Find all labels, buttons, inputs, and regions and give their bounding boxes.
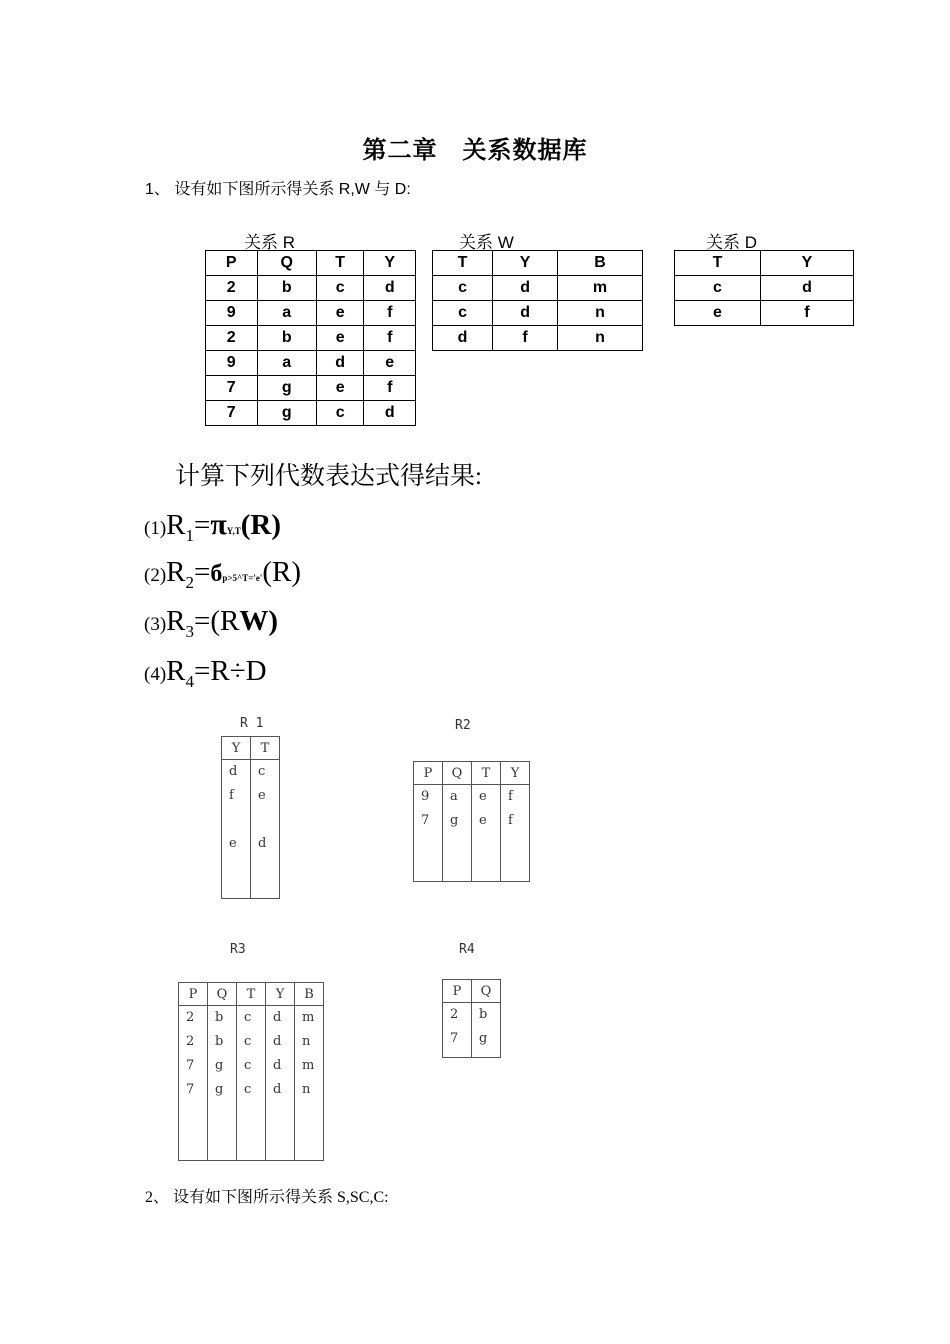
table-cell: Y — [364, 251, 416, 276]
table-cell: T — [675, 251, 761, 276]
result-value: b — [215, 1034, 224, 1049]
table-cell: d — [760, 276, 853, 301]
result-header-row — [414, 762, 530, 785]
result-header-cell: P — [443, 980, 472, 1003]
result-column — [179, 1006, 208, 1161]
expr-eq: = — [194, 605, 211, 637]
page-title: 第二章 关系数据库 — [362, 135, 588, 164]
table-row — [675, 276, 854, 301]
result-header-cell: T — [251, 737, 280, 760]
expr-number: (3) — [144, 614, 167, 635]
table-cell: 7 — [206, 401, 258, 426]
result-value: d — [258, 836, 267, 851]
expression-3 — [144, 605, 278, 642]
table-cell: c — [316, 276, 364, 301]
table-row — [433, 301, 643, 326]
result-column — [472, 785, 501, 882]
table-cell: d — [316, 351, 364, 376]
result-body-row — [222, 760, 280, 899]
table-cell: c — [433, 301, 493, 326]
result-value: d — [273, 1082, 282, 1097]
result-value: g — [479, 1031, 488, 1046]
result-value: g — [450, 813, 459, 828]
table-row — [206, 326, 416, 351]
result-column — [222, 760, 251, 899]
table-cell: 9 — [206, 351, 258, 376]
table-cell: Y — [760, 251, 853, 276]
result-value: c — [244, 1010, 252, 1025]
expr-eq: = — [194, 509, 211, 541]
table-header-row — [675, 251, 854, 276]
table-cell: 2 — [206, 276, 258, 301]
table-cell: e — [316, 376, 364, 401]
result-value: f — [229, 788, 234, 803]
result-body-row — [414, 785, 530, 882]
table-cell: n — [558, 301, 643, 326]
result-header-cell: T — [472, 762, 501, 785]
result-value: 7 — [450, 1031, 459, 1046]
table-cell: d — [493, 301, 558, 326]
table-cell: 9 — [206, 301, 258, 326]
expr-lhs-sub: 2 — [185, 572, 194, 592]
result-body-row — [179, 1006, 324, 1161]
result-header-cell: P — [414, 762, 443, 785]
calc-prompt: 计算下列代数表达式得结果: — [175, 463, 482, 490]
table-cell: f — [364, 376, 416, 401]
expr-number: (1) — [144, 518, 167, 539]
result-column — [472, 1003, 501, 1058]
table-row — [206, 301, 416, 326]
table-cell: d — [364, 401, 416, 426]
result-column — [251, 760, 280, 899]
result-value: m — [302, 1058, 315, 1073]
result-value: 7 — [186, 1058, 195, 1073]
result-value — [258, 808, 279, 832]
result-value: d — [273, 1010, 282, 1025]
result-r4-table — [442, 979, 501, 1058]
result-value: g — [215, 1082, 224, 1097]
table-cell: f — [364, 326, 416, 351]
question-2: 2、 设有如下图所示得关系 S,SC,C: — [145, 1189, 389, 1206]
result-column — [266, 1006, 295, 1161]
table-cell: B — [558, 251, 643, 276]
table-row — [206, 401, 416, 426]
table-cell: b — [257, 276, 316, 301]
result-header-cell: B — [295, 983, 324, 1006]
expression-2 — [144, 556, 301, 593]
result-value: 7 — [421, 813, 430, 828]
result-body-row — [443, 1003, 501, 1058]
result-value: m — [302, 1010, 315, 1025]
result-header-cell: T — [237, 983, 266, 1006]
result-column — [237, 1006, 266, 1161]
result-value: e — [479, 813, 487, 828]
caption-relation-w: 关系 W — [459, 233, 514, 252]
result-column — [414, 785, 443, 882]
expr-lhs: R — [166, 605, 186, 637]
result-column — [295, 1006, 324, 1161]
result-value: c — [258, 764, 266, 779]
result-header-cell: Y — [222, 737, 251, 760]
result-value: e — [229, 836, 237, 851]
result-value: e — [258, 788, 266, 803]
result-header-row — [443, 980, 501, 1003]
expr-arg: (R) — [262, 556, 302, 588]
table-cell: e — [675, 301, 761, 326]
table-row — [206, 376, 416, 401]
result-value: e — [479, 789, 487, 804]
expr-bold-part: W) — [239, 605, 279, 637]
table-row — [206, 276, 416, 301]
result-r2-table — [413, 761, 530, 882]
table-cell: e — [316, 301, 364, 326]
table-cell: g — [257, 376, 316, 401]
result-value: 2 — [186, 1010, 195, 1025]
table-cell: T — [316, 251, 364, 276]
table-row — [433, 276, 643, 301]
table-cell: e — [316, 326, 364, 351]
table-row — [206, 351, 416, 376]
caption-result-r4: R4 — [459, 942, 475, 957]
table-cell: f — [760, 301, 853, 326]
result-column — [443, 785, 472, 882]
table-cell: d — [364, 276, 416, 301]
relation-r-table — [205, 250, 416, 426]
table-cell: f — [364, 301, 416, 326]
table-cell: e — [364, 351, 416, 376]
result-header-cell: Q — [472, 980, 501, 1003]
table-row — [675, 301, 854, 326]
result-column — [443, 1003, 472, 1058]
result-value: n — [302, 1082, 311, 1097]
result-value: f — [508, 789, 513, 804]
result-value: a — [450, 789, 458, 804]
expr-lhs-sub: 1 — [185, 525, 194, 545]
table-cell: n — [558, 326, 643, 351]
table-cell: b — [257, 326, 316, 351]
result-header-cell: Y — [501, 762, 530, 785]
caption-relation-d: 关系 D — [706, 233, 757, 252]
selection-operator: б — [210, 561, 223, 587]
result-value: d — [229, 764, 238, 779]
expr-lhs: R — [166, 509, 186, 541]
table-cell: a — [257, 301, 316, 326]
projection-attrs: Y,T — [226, 526, 241, 536]
result-value: 2 — [450, 1007, 459, 1022]
question-1: 1、 设有如下图所示得关系 R,W 与 D: — [145, 181, 411, 198]
table-cell: P — [206, 251, 258, 276]
result-value: c — [244, 1058, 252, 1073]
table-cell: T — [433, 251, 493, 276]
table-cell: c — [675, 276, 761, 301]
result-header-cell: P — [179, 983, 208, 1006]
result-value: d — [273, 1058, 282, 1073]
caption-result-r3: R3 — [230, 942, 246, 957]
expr-open: (R — [210, 605, 240, 637]
result-value: f — [508, 813, 513, 828]
table-cell: g — [257, 401, 316, 426]
expr-number: (2) — [144, 565, 167, 586]
result-value — [229, 808, 250, 832]
table-header-row — [206, 251, 416, 276]
table-cell: c — [316, 401, 364, 426]
result-column — [501, 785, 530, 882]
result-r3-table — [178, 982, 324, 1161]
expr-arg: (R) — [240, 509, 281, 541]
result-header-cell: Q — [443, 762, 472, 785]
result-r1-table — [221, 736, 280, 899]
caption-result-r1: R 1 — [240, 716, 264, 731]
expr-number: (4) — [144, 664, 167, 685]
table-cell: 2 — [206, 326, 258, 351]
table-cell: d — [433, 326, 493, 351]
result-header-row — [179, 983, 324, 1006]
result-value: 7 — [186, 1082, 195, 1097]
expr-eq: = — [194, 556, 211, 588]
result-value: c — [244, 1034, 252, 1049]
table-row — [433, 326, 643, 351]
table-cell: f — [493, 326, 558, 351]
result-value: b — [479, 1007, 488, 1022]
result-value: 9 — [421, 789, 430, 804]
result-header-cell: Q — [208, 983, 237, 1006]
table-cell: c — [433, 276, 493, 301]
table-cell: a — [257, 351, 316, 376]
table-header-row — [433, 251, 643, 276]
result-column — [208, 1006, 237, 1161]
relation-d-table — [674, 250, 854, 326]
expression-4 — [144, 655, 267, 692]
relation-w-table — [432, 250, 643, 351]
expr-lhs: R — [166, 655, 186, 687]
expr-lhs-sub: 3 — [185, 621, 194, 641]
table-cell: Y — [493, 251, 558, 276]
expr-lhs: R — [166, 556, 186, 588]
projection-operator: π — [210, 508, 227, 541]
expression-1 — [144, 508, 281, 546]
result-value: g — [215, 1058, 224, 1073]
caption-result-r2: R2 — [455, 718, 471, 733]
selection-condition: p>5^T='e' — [222, 573, 263, 583]
result-header-cell: Y — [266, 983, 295, 1006]
result-header-row — [222, 737, 280, 760]
result-value: d — [273, 1034, 282, 1049]
table-cell: d — [493, 276, 558, 301]
result-value: n — [302, 1034, 311, 1049]
caption-relation-r: 关系 R — [244, 233, 295, 252]
table-cell: 7 — [206, 376, 258, 401]
result-value: b — [215, 1010, 224, 1025]
table-cell: m — [558, 276, 643, 301]
expr-lhs-sub: 4 — [185, 671, 194, 691]
expr-rhs: R÷D — [210, 655, 267, 687]
result-value: c — [244, 1082, 252, 1097]
result-value: 2 — [186, 1034, 195, 1049]
expr-eq: = — [194, 655, 211, 687]
table-cell: Q — [257, 251, 316, 276]
